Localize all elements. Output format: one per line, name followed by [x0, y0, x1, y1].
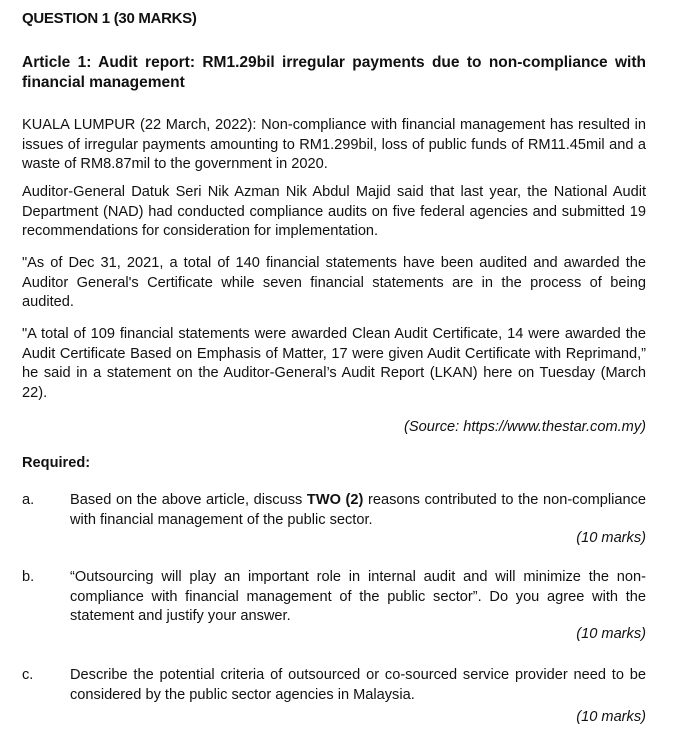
question-text-part: reasons contributed to the non-compliance with financial management of the public sector. [70, 492, 646, 528]
question-marks: (10 marks) [576, 709, 646, 725]
source-citation: (Source: https://www.thestar.com.my) [404, 419, 646, 435]
question-text: “Outsourcing will play an important role in internal audit and will minimize the non-compliance with financial management of the public sector”. Do you agree with the statement and justify your answer. [70, 569, 646, 625]
question-emphasis: TWO (2) [306, 492, 364, 508]
question-text-part: Based on the above article, discuss [70, 492, 307, 508]
paragraph-3: "As of Dec 31, 2021, a total of 140 financial statements have been audited and awarded the Auditor General's Certificate while seven financial statements are in the process of being audited. [22, 255, 646, 311]
question-text: Describe the potential criteria of outsourced or co-sourced service provider need to be considered by the public sector agencies in Malaysia. [70, 667, 646, 703]
question-marks: (10 marks) [576, 530, 646, 546]
paragraph-1: KUALA LUMPUR (22 March, 2022): Non-compliance with financial management has resulted in issues of irregular payments amounting to RM1.299bil, loss of public funds of RM11.45mil and a waste of RM8.87mil to the government in 2020. [22, 117, 646, 173]
question-marks: (10 marks) [576, 626, 646, 642]
required-label: Required: [22, 455, 91, 471]
question-letter: b. [22, 569, 35, 585]
paragraph-2: Auditor-General Datuk Seri Nik Azman Nik Abdul Majid said that last year, the National Audit Department (NAD) had conducted compliance audits on five federal agencies and submitted 19 recommendations for consideration for implementation. [22, 184, 646, 240]
question-text [70, 491, 646, 530]
question-letter: a. [22, 492, 35, 508]
article-title: Article 1: Audit report: RM1.29bil irregular payments due to non-compliance with financial management [22, 54, 646, 91]
question-letter: c. [22, 667, 34, 683]
paragraph-4: "A total of 109 financial statements were awarded Clean Audit Certificate, 14 were awarded the Audit Certificate Based on Emphasis of Matter, 17 were given Audit Certificate with Reprimand,” he said in a statement on the Auditor-General’s Audit Report (LKAN) here on Tuesday (March 22). [22, 326, 646, 401]
question-heading: QUESTION 1 (30 MARKS) [22, 10, 197, 27]
